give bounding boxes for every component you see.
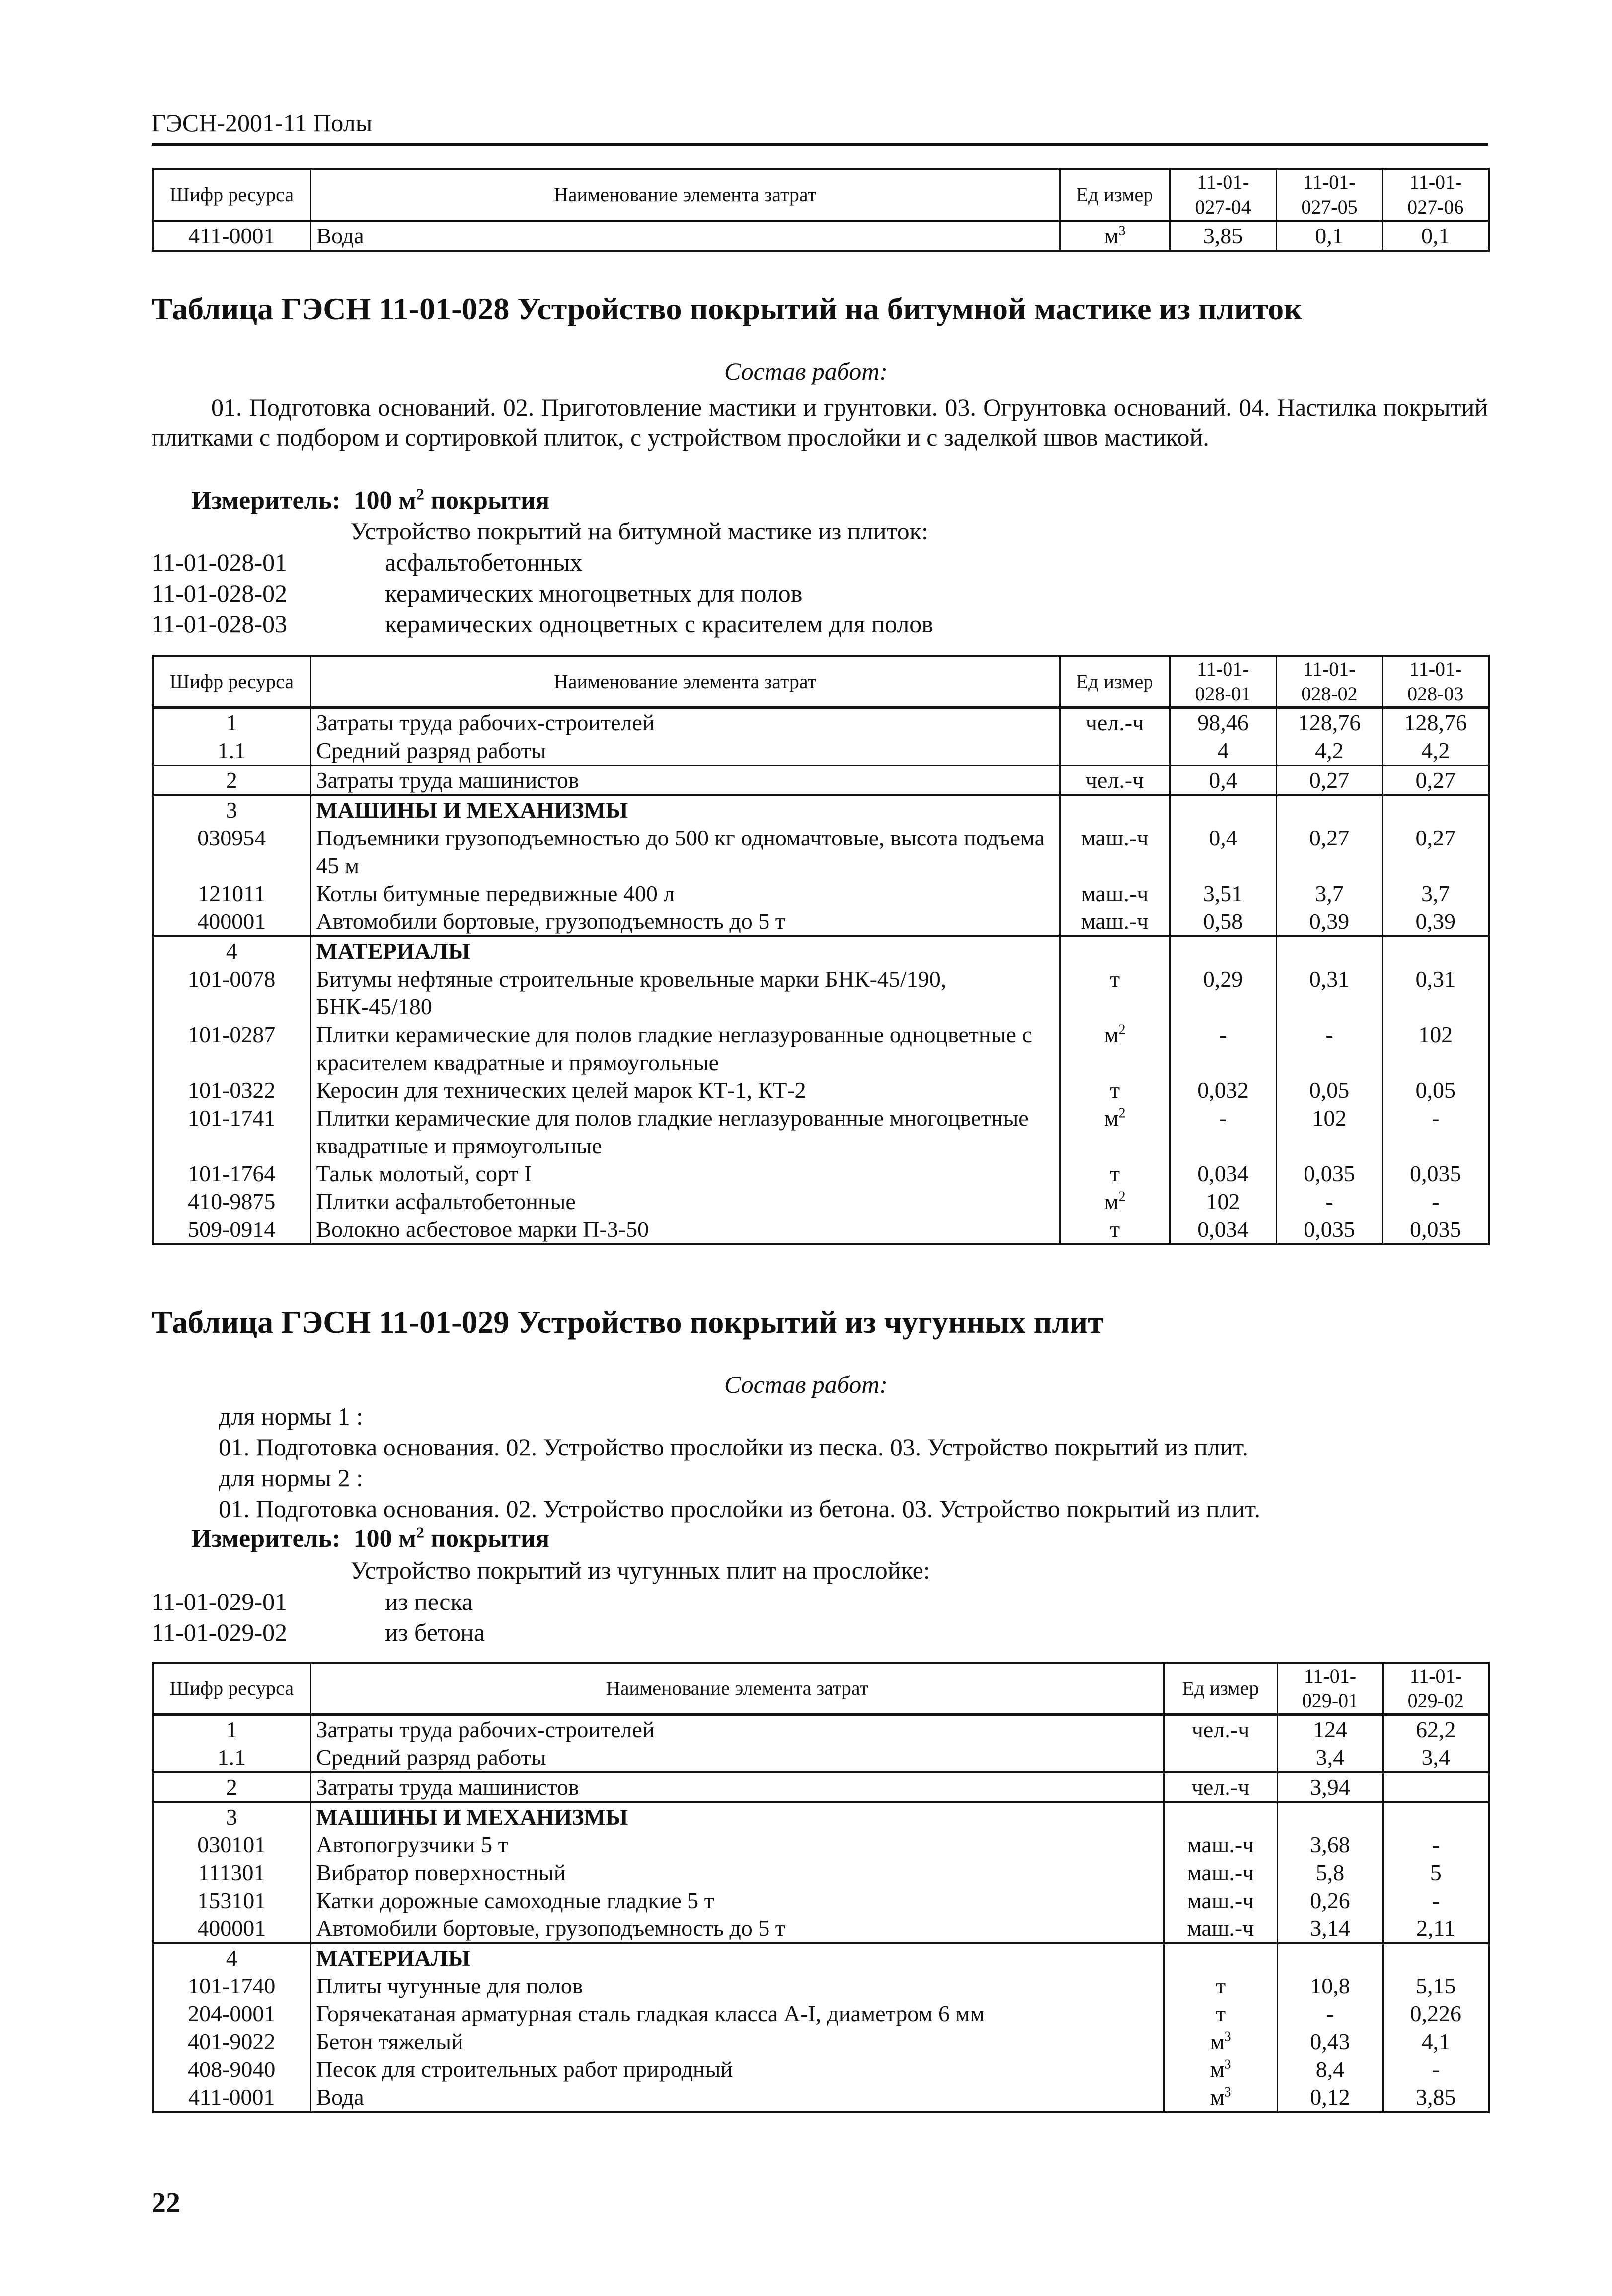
cell-name: Котлы битумные передвижные 400 л (310, 880, 1060, 908)
cell-value: 0,4 (1170, 824, 1276, 880)
cell-unit: т (1060, 1160, 1170, 1188)
col-header-norm-1: 11-01- 028-01 (1170, 656, 1276, 708)
col-header-norm-2: 11-01- 027-05 (1276, 169, 1382, 221)
col-header-norm-1: 11-01- 029-01 (1277, 1663, 1383, 1715)
section-029-norm2-label: для нормы 2 : (219, 1464, 364, 1492)
norm-code: 11-01-028-02 (152, 579, 288, 607)
cell-code: 204-0001 (153, 2000, 310, 2028)
cell-value (1170, 795, 1276, 824)
cell-name: Средний разряд работы (310, 737, 1060, 765)
cell-unit (1164, 1802, 1277, 1831)
section-heading-materials: МАТЕРИАЛЫ (310, 1943, 1164, 1972)
table-section-row (153, 936, 1489, 965)
cell-value: 0,1 (1276, 221, 1382, 251)
cell-value: 5,15 (1383, 1972, 1489, 2000)
col-header-norm-3: 11-01- 028-03 (1382, 656, 1489, 708)
table-row (153, 765, 1489, 795)
cell-value: 4 (1170, 737, 1276, 765)
cell-name: Подъемники грузоподъемностью до 500 кг одномачтовые, высота подъема 45 м (310, 824, 1060, 880)
table-row (153, 708, 1489, 737)
table-027-continuation (152, 168, 1490, 252)
cell-value: 0,05 (1382, 1076, 1489, 1104)
norm-code: 11-01-029-02 (152, 1618, 288, 1646)
cell-unit: чел.-ч (1060, 708, 1170, 737)
cell-name: Плитки асфальтобетонные (310, 1188, 1060, 1216)
cell-value: 0,034 (1170, 1216, 1276, 1244)
table-section-row (153, 1943, 1489, 1972)
norm-text: из бетона (385, 1618, 485, 1646)
cell-value: 4,2 (1276, 737, 1382, 765)
cell-value: 0,27 (1382, 824, 1489, 880)
cell-value: - (1383, 1887, 1489, 1914)
cell-name: Катки дорожные самоходные гладкие 5 т (310, 1887, 1164, 1914)
cell-code: 3 (153, 1802, 310, 1831)
norm-text: керамических одноцветных с красителем для полов (385, 610, 933, 638)
table-row (153, 1160, 1489, 1188)
cell-unit: $м^2$ (1060, 1104, 1170, 1160)
table-row (153, 1715, 1489, 1744)
cell-code: 1.1 (153, 1744, 310, 1772)
cell-value: 5 (1383, 1859, 1489, 1887)
cell-value: 102 (1170, 1188, 1276, 1216)
col-header-name: Наименование элемента затрат (310, 656, 1060, 708)
table-row (153, 1859, 1489, 1887)
norm-text: асфальтобетонных (385, 548, 583, 576)
cell-value: 0,27 (1276, 824, 1382, 880)
cell-value: 3,51 (1170, 880, 1276, 908)
cell-value: 0,4 (1170, 765, 1276, 795)
cell-code: 153101 (153, 1887, 310, 1914)
col-header-code: Шифр ресурса (153, 169, 310, 221)
cell-code: 101-1764 (153, 1160, 310, 1188)
cell-code: 509-0914 (153, 1216, 310, 1244)
table-row (153, 1887, 1489, 1914)
cell-value: 3,85 (1383, 2083, 1489, 2112)
cell-value: 124 (1277, 1715, 1383, 1744)
cell-unit (1060, 795, 1170, 824)
cell-name: Автомобили бортовые, грузоподъемность до 5 т (310, 1914, 1164, 1943)
cell-value: 62,2 (1383, 1715, 1489, 1744)
table-row (153, 1972, 1489, 2000)
cell-unit: чел.-ч (1164, 1772, 1277, 1802)
cell-code: 408-9040 (153, 2056, 310, 2083)
table-row (153, 737, 1489, 765)
cell-unit: маш.-ч (1060, 880, 1170, 908)
cell-name: Тальк молотый, сорт I (310, 1160, 1060, 1188)
cell-value: 0,035 (1276, 1160, 1382, 1188)
table-row (153, 221, 1489, 251)
cell-name: Затраты труда машинистов (310, 765, 1060, 795)
col-header-code: Шифр ресурса (153, 656, 310, 708)
col-header-name: Наименование элемента затрат (310, 1663, 1164, 1715)
cell-value: 3,68 (1277, 1831, 1383, 1859)
cell-code: 1 (153, 1715, 310, 1744)
running-head: ГЭСН-2001-11 Полы (152, 109, 373, 137)
section-029-norm1-text: 01. Подготовка основания. 02. Устройство прослойки из песка. 03. Устройство покрытий из плит. (219, 1433, 1248, 1461)
norm-code: 11-01-028-03 (152, 610, 288, 638)
cell-code: 400001 (153, 1914, 310, 1943)
cell-unit: маш.-ч (1060, 908, 1170, 936)
table-section-row (153, 1802, 1489, 1831)
norm-text: из песка (385, 1588, 473, 1615)
table-row (153, 2056, 1489, 2083)
section-029-title: Таблица ГЭСН 11-01-029 Устройство покрытий из чугунных плит (152, 1304, 1104, 1340)
cell-name: Автомобили бортовые, грузоподъемность до 5 т (310, 908, 1060, 936)
cell-name: Песок для строительных работ природный (310, 2056, 1164, 2083)
section-029-norm1-label: для нормы 1 : (219, 1402, 364, 1430)
cell-name: Бетон тяжелый (310, 2028, 1164, 2056)
cell-value: 0,035 (1382, 1216, 1489, 1244)
table-row (153, 908, 1489, 936)
cell-value: 0,31 (1276, 965, 1382, 1021)
cell-value (1382, 936, 1489, 965)
cell-unit: маш.-ч (1164, 1914, 1277, 1943)
cell-value: - (1382, 1188, 1489, 1216)
cell-unit: т (1060, 965, 1170, 1021)
cell-code: 101-0287 (153, 1021, 310, 1076)
cell-value: 0,1 (1382, 221, 1489, 251)
cell-value: 3,94 (1277, 1772, 1383, 1802)
table-row (153, 880, 1489, 908)
cell-value: 0,31 (1382, 965, 1489, 1021)
cell-code: 3 (153, 795, 310, 824)
cell-name: Автопогрузчики 5 т (310, 1831, 1164, 1859)
cell-value: 4,1 (1383, 2028, 1489, 2056)
table-row (153, 1076, 1489, 1104)
cell-value (1276, 936, 1382, 965)
cell-code: 101-0322 (153, 1076, 310, 1104)
cell-code: 2 (153, 1772, 310, 1802)
cell-unit: $м^3$ (1164, 2056, 1277, 2083)
table-row (153, 1216, 1489, 1244)
cell-value: 0,29 (1170, 965, 1276, 1021)
cell-value: 0,27 (1276, 765, 1382, 795)
page-number: 22 (152, 2186, 180, 2219)
cell-value: 102 (1276, 1104, 1382, 1160)
cell-value: 5,8 (1277, 1859, 1383, 1887)
cell-value: 0,43 (1277, 2028, 1383, 2056)
cell-code: 101-1740 (153, 1972, 310, 2000)
cell-value: 0,12 (1277, 2083, 1383, 2112)
cell-unit: т (1060, 1076, 1170, 1104)
cell-name: Плитки керамические для полов гладкие неглазурованные одноцветные с красителем квадратные и прямоугольные (310, 1021, 1060, 1076)
cell-value (1383, 1802, 1489, 1831)
cell-code: 1 (153, 708, 310, 737)
cell-name: Вибратор поверхностный (310, 1859, 1164, 1887)
col-header-unit: Ед измер (1060, 656, 1170, 708)
table-row (153, 1831, 1489, 1859)
cell-unit: $м^3$ (1060, 221, 1170, 251)
cell-value: 0,032 (1170, 1076, 1276, 1104)
table-row (153, 1104, 1489, 1160)
cell-name: Битумы нефтяные строительные кровельные марки БНК-45/190, БНК-45/180 (310, 965, 1060, 1021)
cell-value: 3,4 (1383, 1744, 1489, 1772)
cell-value: 4,2 (1382, 737, 1489, 765)
cell-value: 0,39 (1276, 908, 1382, 936)
cell-unit: чел.-ч (1060, 765, 1170, 795)
section-028-meter: Измеритель: 100 $м^2$ покрытия (191, 485, 550, 515)
col-header-code: Шифр ресурса (153, 1663, 310, 1715)
col-header-norm-2: 11-01- 029-02 (1383, 1663, 1489, 1715)
cell-code: 111301 (153, 1859, 310, 1887)
table-029 (152, 1662, 1490, 2113)
col-header-norm-3: 11-01- 027-06 (1382, 169, 1489, 221)
cell-name: Плитки керамические для полов гладкие неглазурованные многоцветные квадратные и прямоугольные (310, 1104, 1060, 1160)
cell-value (1383, 1772, 1489, 1802)
cell-value: - (1383, 1831, 1489, 1859)
table-row (153, 824, 1489, 880)
cell-unit: $м^2$ (1060, 1188, 1170, 1216)
cell-value (1383, 1943, 1489, 1972)
cell-value: 3,7 (1276, 880, 1382, 908)
section-heading-machines: МАШИНЫ И МЕХАНИЗМЫ (310, 795, 1060, 824)
col-header-name: Наименование элемента затрат (310, 169, 1060, 221)
col-header-unit: Ед измер (1060, 169, 1170, 221)
cell-value: 8,4 (1277, 2056, 1383, 2083)
cell-value: 0,58 (1170, 908, 1276, 936)
cell-value: 0,26 (1277, 1887, 1383, 1914)
cell-name: Затраты труда рабочих-строителей (310, 1715, 1164, 1744)
col-header-norm-2: 11-01- 028-02 (1276, 656, 1382, 708)
cell-unit: $м^3$ (1164, 2083, 1277, 2112)
cell-value (1170, 936, 1276, 965)
cell-unit: чел.-ч (1164, 1715, 1277, 1744)
table-028 (152, 655, 1490, 1245)
cell-unit: т (1164, 2000, 1277, 2028)
cell-code: 030954 (153, 824, 310, 880)
cell-value: 0,05 (1276, 1076, 1382, 1104)
cell-code: 1.1 (153, 737, 310, 765)
table-row (153, 1772, 1489, 1802)
cell-value: 3,85 (1170, 221, 1276, 251)
cell-name: Затраты труда рабочих-строителей (310, 708, 1060, 737)
table-row (153, 1188, 1489, 1216)
cell-value: 0,226 (1383, 2000, 1489, 2028)
col-header-norm-1: 11-01- 027-04 (1170, 169, 1276, 221)
cell-name: Горячекатаная арматурная сталь гладкая класса A-I, диаметром 6 мм (310, 2000, 1164, 2028)
cell-code: 2 (153, 765, 310, 795)
cell-code: 101-1741 (153, 1104, 310, 1160)
cell-value (1276, 795, 1382, 824)
cell-name: Средний разряд работы (310, 1744, 1164, 1772)
cell-name: Керосин для технических целей марок КТ-1, КТ-2 (310, 1076, 1060, 1104)
cell-value: 3,7 (1382, 880, 1489, 908)
cell-value: - (1382, 1104, 1489, 1160)
cell-unit: $м^2$ (1060, 1021, 1170, 1076)
cell-name: Вода (310, 221, 1060, 251)
cell-value: 10,8 (1277, 1972, 1383, 2000)
section-028-composition-label: Состав работ: (724, 357, 888, 385)
cell-value (1277, 1943, 1383, 1972)
cell-value: 128,76 (1382, 708, 1489, 737)
section-heading-materials: МАТЕРИАЛЫ (310, 936, 1060, 965)
table-row (153, 965, 1489, 1021)
cell-code: 4 (153, 1943, 310, 1972)
cell-unit (1164, 1943, 1277, 1972)
cell-unit: маш.-ч (1164, 1831, 1277, 1859)
cell-code: 401-9022 (153, 2028, 310, 2056)
cell-value: 3,4 (1277, 1744, 1383, 1772)
cell-unit: маш.-ч (1164, 1887, 1277, 1914)
cell-value: 0,034 (1170, 1160, 1276, 1188)
cell-value: 128,76 (1276, 708, 1382, 737)
cell-value: 0,39 (1382, 908, 1489, 936)
cell-unit: $м^3$ (1164, 2028, 1277, 2056)
cell-value (1277, 1802, 1383, 1831)
table-row (153, 2000, 1489, 2028)
section-029-composition-label: Состав работ: (724, 1371, 888, 1398)
norm-code: 11-01-029-01 (152, 1588, 288, 1615)
cell-value: 3,14 (1277, 1914, 1383, 1943)
cell-unit (1060, 936, 1170, 965)
cell-unit (1060, 737, 1170, 765)
cell-value: - (1277, 2000, 1383, 2028)
section-028-composition-text: 01. Подготовка оснований. 02. Приготовление мастики и грунтовки. 03. Огрунтовка оснований. 04. Настилка покрытий плитками с подбором и сортировкой плиток, с устройством прослойки и с заделкой швов мастикой. (152, 393, 1488, 451)
cell-value: 0,035 (1382, 1160, 1489, 1188)
cell-value: 98,46 (1170, 708, 1276, 737)
norm-code: 11-01-028-01 (152, 548, 288, 576)
section-028-title: Таблица ГЭСН 11-01-028 Устройство покрытий на битумной мастике из плиток (152, 291, 1303, 326)
header-rule (152, 143, 1488, 146)
cell-code: 400001 (153, 908, 310, 936)
cell-value: 102 (1382, 1021, 1489, 1076)
table-row (153, 2083, 1489, 2112)
cell-value: 2,11 (1383, 1914, 1489, 1943)
cell-code: 410-9875 (153, 1188, 310, 1216)
cell-value (1382, 795, 1489, 824)
cell-value: - (1170, 1021, 1276, 1076)
cell-value: 0,035 (1276, 1216, 1382, 1244)
section-028-group-heading: Устройство покрытий на битумной мастике из плиток: (350, 517, 928, 545)
table-row (153, 1914, 1489, 1943)
cell-value: - (1170, 1104, 1276, 1160)
table-section-row (153, 795, 1489, 824)
section-029-group-heading: Устройство покрытий из чугунных плит на прослойке: (350, 1556, 930, 1584)
cell-code: 101-0078 (153, 965, 310, 1021)
cell-value: - (1276, 1188, 1382, 1216)
cell-value: - (1383, 2056, 1489, 2083)
section-029-meter: Измеритель: 100 $м^2$ покрытия (191, 1523, 550, 1553)
cell-unit: т (1060, 1216, 1170, 1244)
cell-unit: маш.-ч (1060, 824, 1170, 880)
cell-code: 411-0001 (153, 221, 310, 251)
table-row (153, 1744, 1489, 1772)
cell-code: 411-0001 (153, 2083, 310, 2112)
table-row (153, 2028, 1489, 2056)
norm-text: керамических многоцветных для полов (385, 579, 803, 607)
section-heading-machines: МАШИНЫ И МЕХАНИЗМЫ (310, 1802, 1164, 1831)
cell-code: 121011 (153, 880, 310, 908)
table-row (153, 1021, 1489, 1076)
cell-value: - (1276, 1021, 1382, 1076)
cell-name: Вода (310, 2083, 1164, 2112)
col-header-unit: Ед измер (1164, 1663, 1277, 1715)
cell-name: Затраты труда машинистов (310, 1772, 1164, 1802)
cell-code: 030101 (153, 1831, 310, 1859)
cell-code: 4 (153, 936, 310, 965)
cell-unit: маш.-ч (1164, 1859, 1277, 1887)
cell-name: Волокно асбестовое марки П-3-50 (310, 1216, 1060, 1244)
cell-unit: т (1164, 1972, 1277, 2000)
cell-value: 0,27 (1382, 765, 1489, 795)
cell-name: Плиты чугунные для полов (310, 1972, 1164, 2000)
section-029-norm2-text: 01. Подготовка основания. 02. Устройство прослойки из бетона. 03. Устройство покрытий из плит. (219, 1495, 1260, 1523)
cell-unit (1164, 1744, 1277, 1772)
